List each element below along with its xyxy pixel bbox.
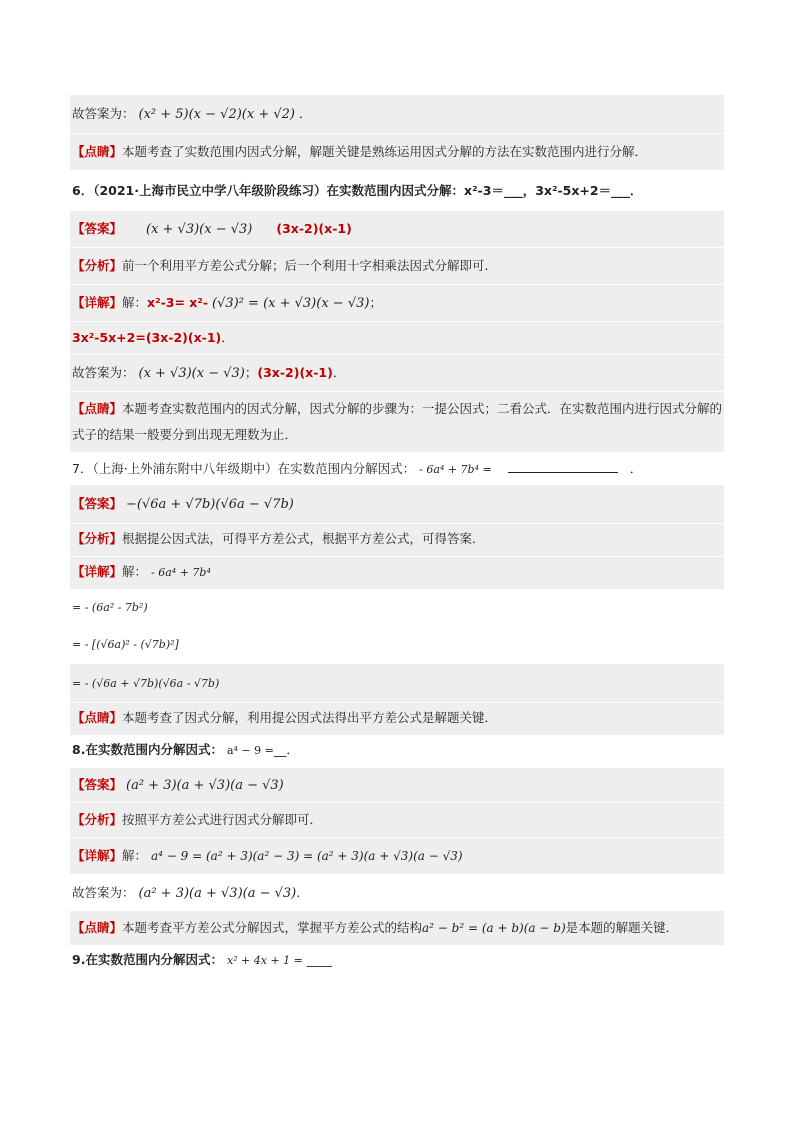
question-number: 6．（2021·上海市民立中学八年级阶段练习）在实数范围内因式分解： (72, 183, 464, 198)
q7-answer (70, 485, 724, 524)
analysis-text: 根据提公因式法，可得平方差公式，根据平方差公式，可得答案． (122, 531, 485, 546)
tip-tag: 【点睛】 (72, 920, 123, 935)
question-number: 7．（上海·上外浦东附中八年级期中）在实数范围内分解因式： (72, 461, 416, 476)
final-expression-2: (3x-2)(x-1) (257, 365, 333, 380)
q9-title: 9.在实数范围内分解因式： x² + 4x + 1 = ____ (70, 946, 724, 978)
tip-tag: 【点睛】 (72, 710, 123, 725)
answer-expression: (a² + 3)(a + √3)(a − √3) (126, 778, 284, 793)
tip-text: 本题考查了实数范围内因式分解，解题关键是熟练运用因式分解的方法在实数范围内进行分解． (122, 144, 648, 159)
q7-tip (70, 703, 724, 736)
answer-tag: 【答案】 (72, 496, 123, 511)
final-answer-expression: (x² + 5)(x − √2)(x + √2) (138, 107, 295, 122)
analysis-text: 按照平方差公式进行因式分解即可． (122, 812, 323, 827)
analysis-tag: 【分析】 (72, 531, 123, 546)
detail-step-1: (√3)² = (x + √3)(x − √3) (212, 296, 370, 311)
answer-blank (508, 458, 618, 473)
analysis-tag: 【分析】 (72, 258, 123, 273)
question-number: 8.在实数范围内分解因式： (72, 742, 223, 757)
answer-tag: 【答案】 (72, 777, 123, 792)
q6-final-answer: 故答案为： (x + √3)(x − √3)；(3x-2)(x-1)． (70, 355, 724, 392)
final-answer-label: 故答案为： (72, 106, 135, 121)
q5-final-answer: 故答案为： (x² + 5)(x − √2)(x + √2) ． (70, 95, 724, 134)
q8-title: 8.在实数范围内分解因式： a⁴ − 9 =__． (70, 736, 724, 768)
document-page (70, 95, 724, 978)
q8-detail: 【详解】解： a⁴ − 9 = (a² + 3)(a² − 3) = (a² + 3)(a + √3)(a − √3) (70, 838, 724, 875)
q8-answer (70, 768, 724, 803)
q7-step-3: = - (√6a + √7b)(√6a - √7b) (70, 664, 724, 703)
q7-step-2: = - [(√6a)² - (√7b)²] (70, 624, 724, 664)
analysis-text: 前一个利用平方差公式分解；后一个利用十字相乘法因式分解即可． (122, 258, 498, 273)
final-expression-1: (x + √3)(x − √3) (138, 366, 245, 381)
final-expression: (a² + 3)(a + √3)(a − √3) (138, 886, 297, 901)
detail-tag: 【详解】 (72, 564, 123, 579)
tip-text: 本题考查实数范围内的因式分解，因式分解的步骤为：一提公因式；二看公式．在实数范围内进行因式分解的式子的结果一般要分到出现无理数为止． (72, 401, 723, 442)
q6-answer (70, 211, 724, 248)
answer-expression-1: (x + √3)(x − √3) (146, 222, 253, 237)
answer-expression: −(√6a + √7b)(√6a − √7b) (126, 497, 294, 512)
q7-analysis (70, 524, 724, 557)
tip-tag: 【点睛】 (72, 144, 123, 159)
q8-final-answer: 故答案为： (a² + 3)(a + √3)(a − √3). (70, 875, 724, 911)
analysis-tag: 【分析】 (72, 812, 123, 827)
q8-tip: 【点睛】本题考查平方差公式分解因式，掌握平方差公式的结构a² − b² = (a + b)(a − b)是本题的解题关键． (70, 911, 724, 946)
detail-tag: 【详解】 (72, 295, 123, 310)
answer-expression-2: (3x-2)(x-1) (276, 221, 352, 236)
q6-detail: 【详解】解：x²-3= x²- (√3)² = (x + √3)(x − √3)； (70, 285, 724, 322)
q7-detail: 【详解】解： - 6a⁴ + 7b⁴ (70, 557, 724, 590)
q5-tip (70, 134, 724, 171)
question-number: 9.在实数范围内分解因式： (72, 952, 223, 967)
tip-text: 本题考查了因式分解，利用提公因式法得出平方差公式是解题关键． (122, 710, 498, 725)
q6-detail-step-2: 3x²-5x+2=(3x-2)(x-1)． (70, 322, 724, 355)
answer-tag: 【答案】 (72, 221, 123, 236)
q8-analysis (70, 803, 724, 838)
q6-tip (70, 392, 724, 453)
q6-analysis (70, 248, 724, 285)
tip-tag: 【点睛】 (72, 401, 123, 416)
q6-title: 6．（2021·上海市民立中学八年级阶段练习）在实数范围内因式分解：x²-3＝___，3x²-5x+2＝___． (70, 171, 724, 211)
q7-title: 7．（上海·上外浦东附中八年级期中）在实数范围内分解因式： - 6a⁴ + 7b⁴ = ． (70, 453, 724, 485)
q7-step-1: = - (6a² - 7b²) (70, 590, 724, 624)
detail-tag: 【详解】 (72, 848, 123, 863)
